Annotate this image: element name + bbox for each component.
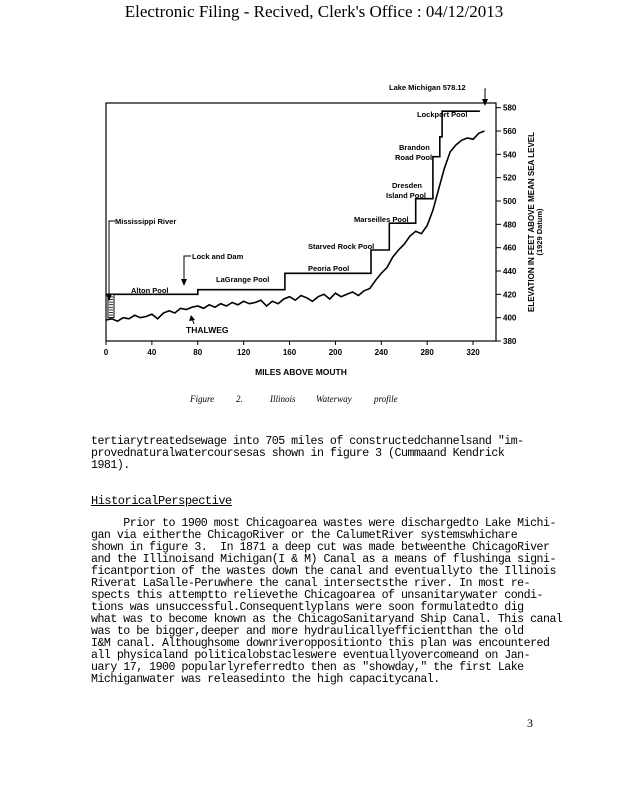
body-line: Riverat LaSalle-Peruwhere the canal intersectsthe river. In most re- — [91, 577, 531, 590]
label-brandon-road-pool-2: Road Pool — [395, 153, 433, 162]
x-tick-label: 120 — [236, 348, 251, 357]
label-dresden-island-pool-2: Island Pool — [386, 191, 427, 200]
label-dresden-island-pool-1: Dresden — [392, 181, 423, 190]
x-tick-label: 40 — [147, 348, 157, 357]
body-line: was to be bigger,deeper and more hydraulicallyefficientthan the old — [91, 625, 524, 638]
y-tick-label: 580 — [503, 103, 517, 113]
leader-mississippi-river — [109, 221, 115, 298]
body-line: Prior to 1900 most Chicagoarea wastes were dischargedto Lake Michi- — [91, 517, 556, 530]
label-lock-and-dam: Lock and Dam — [192, 252, 244, 261]
section-title: HistoricalPerspective — [91, 494, 232, 508]
label-peoria-pool: Peoria Pool — [308, 264, 350, 273]
label-brandon-road-pool-1: Brandon — [399, 143, 430, 152]
intro-line: provednaturalwatercoursesas shown in figure 3 (Cummaand Kendrick — [91, 447, 505, 460]
body-line: Michiganwater was releasedinto the high capacitycanal. — [91, 673, 440, 686]
x-tick-label: 0 — [103, 348, 109, 357]
label-starved-rock-pool: Starved Rock Pool — [308, 242, 375, 251]
filing-header: Electronic Filing - Recived, Clerk's Office : 04/12/2013 — [124, 2, 504, 21]
caption-number: 2. — [236, 394, 243, 404]
y-tick-label: 500 — [503, 197, 517, 206]
y-tick-label: 460 — [503, 243, 517, 253]
x-tick-label: 320 — [466, 348, 480, 357]
y-axis-sublabel: (1929 Datum) — [535, 208, 544, 256]
y-tick-label: 440 — [503, 267, 517, 276]
y-axis-label: ELEVATION IN FEET ABOVE MEAN SEA LEVEL — [527, 131, 536, 313]
body-line: shown in figure 3. In 1871 a deep cut was made betweenthe ChicagoRiver — [91, 541, 550, 554]
body-line: and the Illinoisand Michigan(I & M) Canal as a means of flushinga signi- — [91, 553, 556, 566]
leader-lock-and-dam — [184, 256, 191, 283]
y-tick-label: 540 — [503, 150, 517, 160]
body-line: ficantportion of the wastes down the canal and eventuallyto the Illinois — [91, 565, 556, 578]
pool-surface-line — [106, 111, 480, 294]
caption-figure: Figure — [190, 394, 215, 404]
y-tick-label: 400 — [503, 313, 517, 323]
y-tick-label: 380 — [503, 337, 517, 346]
caption-word-illinois: Illinois — [270, 394, 296, 404]
intro-line: 1981). — [91, 459, 130, 472]
intro-line: tertiarytreatedsewage into 705 miles of constructedchannelsand "im- — [91, 435, 524, 448]
y-tick-label: 560 — [503, 127, 517, 136]
label-mississippi-river: Mississippi River — [115, 217, 177, 226]
x-tick-label: 80 — [193, 348, 203, 357]
page-number: 3 — [527, 716, 533, 730]
caption-word-profile: profile — [374, 394, 398, 404]
x-axis-label: MILES ABOVE MOUTH — [255, 367, 347, 377]
x-tick-label: 280 — [420, 348, 434, 357]
body-line: uary 17, 1900 popularlyreferredto then as "showday," the first Lake — [91, 661, 524, 674]
label-lagrange-pool: LaGrange Pool — [216, 275, 270, 284]
y-tick-label: 420 — [503, 290, 517, 300]
body-line: tions was unsuccessful.Consequentlyplans were soon formulatedto dig — [91, 601, 524, 614]
arrow-lock-and-dam — [181, 279, 187, 286]
label-alton-pool: Alton Pool — [131, 286, 169, 295]
waterway-profile-figure — [96, 80, 546, 405]
x-tick-label: 160 — [282, 348, 297, 357]
label-thalweg: THALWEG — [186, 325, 229, 335]
label-marseilles-pool: Marseilles Pool — [354, 215, 409, 224]
caption-word-waterway: Waterway — [316, 394, 352, 404]
body-line: I&M canal. Althoughsome downriveroppositionto this plan was encountered — [91, 637, 550, 650]
y-tick-label: 480 — [503, 220, 517, 230]
body-line: what was to become known as the ChicagoSanitaryand Ship Canal. This canal — [91, 613, 563, 626]
label-lake-michigan: Lake Michigan 578.12 — [389, 83, 466, 92]
body-line: gan via eitherthe ChicagoRiver or the CalumetRiver systemswhichare — [91, 529, 518, 542]
arrow-thalweg — [189, 315, 195, 321]
body-line: spects this attemptto relievethe Chicagoarea of unsanitarywater condi- — [91, 589, 544, 602]
y-tick-label: 520 — [503, 173, 517, 183]
body-line: all physicaland politicalobstacleswere eventuallyovercomeand on Jan- — [91, 649, 531, 662]
x-tick-label: 200 — [328, 348, 343, 357]
label-lockport-pool: Lockport Pool — [417, 110, 468, 119]
x-tick-label: 240 — [374, 348, 388, 357]
